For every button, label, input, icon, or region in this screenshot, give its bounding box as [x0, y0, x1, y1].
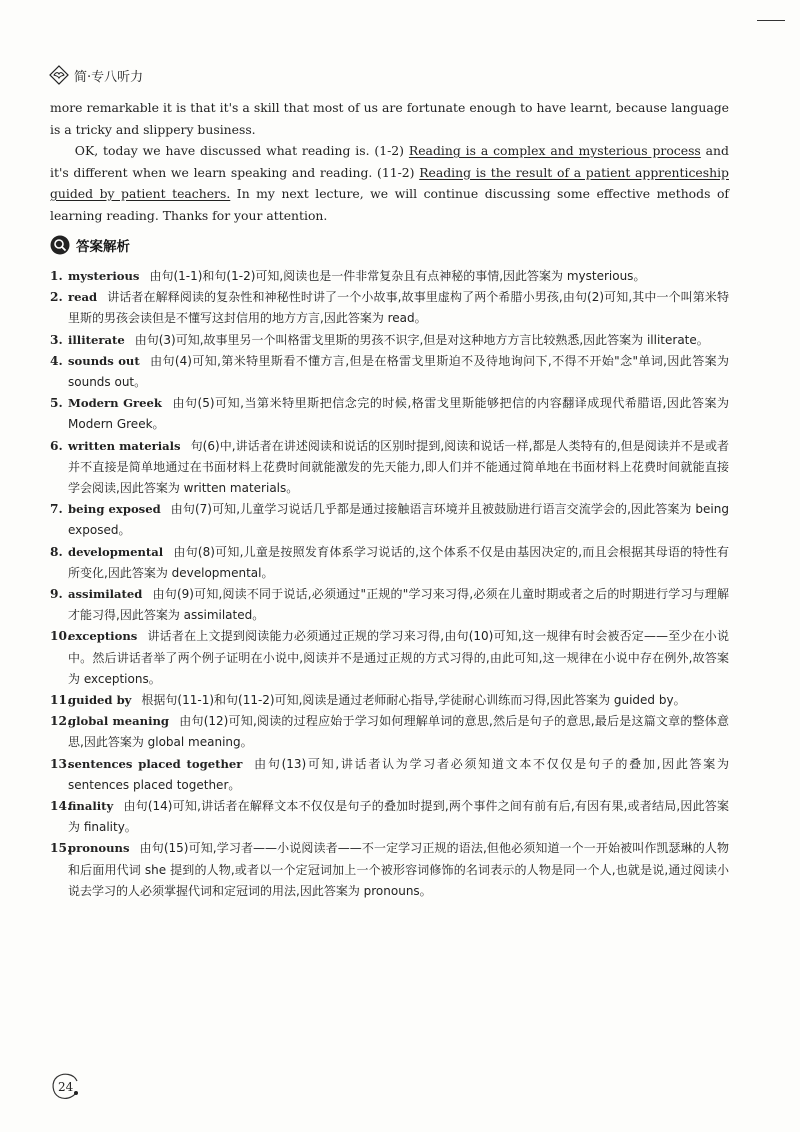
- answer-body: [68, 330, 729, 351]
- answer-item: [50, 754, 729, 796]
- page-number: [50, 1071, 80, 1101]
- answer-explanation: 根据句(11-1)和句(11-2)可知,阅读是通过老师耐心指导,学徒耐心训练而习得,因此答案为 guided by。: [141, 693, 686, 708]
- answer-key: global meaning: [68, 714, 170, 729]
- answer-explanation: 由句(15)可知,学习者——小说阅读者——不一定学习正规的语法,但他必须知道一个一开始被叫作凯瑟琳的人物和后面用代词 she 提到的人物,或者以一个定冠词加上一个被形容词修饰的名词表示的人物是同一个人,也就是说,通过阅读小说去学习的人必须掌握代词和定冠词的用法,因此答案为 pronouns。: [68, 841, 729, 898]
- answer-item: [50, 626, 729, 690]
- answer-body: [68, 351, 729, 393]
- passage: [50, 97, 729, 226]
- underlined-sentence: Reading is the result of a patient apprenticeship guided by patient teachers.: [50, 164, 729, 201]
- underlined-sentence: Reading is a complex and mysterious process: [408, 143, 701, 158]
- answer-item: [50, 436, 729, 500]
- answer-body: [68, 711, 729, 753]
- section-heading: [50, 234, 130, 256]
- answer-explanation: 讲话者在解释阅读的复杂性和神秘性时讲了一个小故事,故事里虚构了两个希腊小男孩,由句(2)可知,其中一个叫第米特里斯的男孩会读但是不懂写这封信用的地方方言,因此答案为 read。: [68, 290, 729, 326]
- header-title: 简·专八听力: [74, 69, 144, 85]
- answer-body: [68, 584, 729, 626]
- top-rule: [757, 20, 785, 21]
- answer-item: [50, 287, 729, 329]
- magnifier-icon: [50, 235, 70, 255]
- answer-number: 6.: [50, 438, 63, 453]
- answer-list: [50, 266, 729, 902]
- answer-number: 1.: [50, 269, 63, 283]
- page-number-text: 24: [58, 1080, 74, 1094]
- answer-number: 7.: [50, 502, 63, 517]
- passage-text: In my next lecture, we will continue discussing some effective methods of learning reading. Thanks for your attention.: [50, 186, 729, 223]
- answer-item: [50, 690, 729, 711]
- answer-key: Modern Greek: [68, 396, 162, 411]
- passage-paragraph-1: more remarkable it is that it's a skill that most of us are fortunate enough to have learnt, because language is a tricky and slippery business.: [50, 100, 729, 137]
- answer-key: finality: [68, 799, 114, 814]
- answer-number: 3.: [50, 332, 63, 347]
- answer-body: [68, 626, 729, 690]
- answer-item: [50, 542, 729, 584]
- answer-key: guided by: [68, 693, 132, 708]
- answer-body: [68, 796, 729, 838]
- answer-item: [50, 796, 729, 838]
- answer-key: exceptions: [68, 629, 138, 644]
- answer-body: [68, 838, 729, 902]
- answer-body: [68, 436, 729, 500]
- answer-explanation: 由句(1-1)和句(1-2)可知,阅读也是一件非常复杂且有点神秘的事情,因此答案为 mysterious。: [149, 269, 646, 283]
- answer-number: 12.: [50, 714, 72, 729]
- answer-number: 4.: [50, 353, 63, 368]
- answer-explanation: 由句(12)可知,阅读的过程应始于学习如何理解单词的意思,然后是句子的意思,最后是这篇文章的整体意思,因此答案为 global meaning。: [68, 714, 729, 750]
- answer-number: 5.: [50, 396, 63, 411]
- answer-body: [68, 287, 729, 329]
- passage-text: and it's different when we learn speaking and reading. (11-2): [50, 143, 729, 180]
- answer-key: pronouns: [68, 841, 130, 856]
- answer-body: [68, 393, 729, 435]
- answer-explanation: 由句(5)可知,当第米特里斯把信念完的时候,格雷戈里斯能够把信的内容翻译成现代希腊语,因此答案为 Modern Greek。: [68, 396, 729, 432]
- answer-item: [50, 711, 729, 753]
- answer-key: assimilated: [68, 587, 143, 602]
- answer-body: [68, 499, 729, 541]
- answer-number: 10.: [50, 629, 72, 644]
- page-number-badge-icon: [50, 1071, 80, 1101]
- answer-item: [50, 330, 729, 351]
- answer-key: read: [68, 290, 98, 305]
- answer-item: [50, 351, 729, 393]
- page-header: [48, 64, 143, 86]
- answer-number: 11.: [50, 693, 72, 708]
- answer-explanation: 由句(14)可知,讲话者在解释文本不仅仅是句子的叠加时提到,两个事件之间有前有后,有因有果,或者结局,因此答案为 finality。: [68, 799, 729, 835]
- answer-body: [68, 266, 729, 287]
- answer-body: [68, 542, 729, 584]
- answer-key: sounds out: [68, 353, 140, 368]
- book-logo-icon: [48, 64, 70, 86]
- answer-explanation: 由句(4)可知,第米特里斯看不懂方言,但是在格雷戈里斯迫不及待地询问下,不得不开始"念"单词,因此答案为 sounds out。: [68, 353, 729, 390]
- answer-explanation: 由句(3)可知,故事里另一个叫格雷戈里斯的男孩不识字,但是对这种地方方言比较熟悉,因此答案为 illiterate。: [134, 332, 709, 347]
- answer-key: sentences placed together: [68, 756, 243, 771]
- answer-item: [50, 393, 729, 435]
- answer-key: illiterate: [68, 332, 125, 347]
- answer-explanation: 句(6)中,讲话者在讲述阅读和说话的区别时提到,阅读和说话一样,都是人类特有的,但是阅读并不是或者并不直接是简单地通过在书面材料上花费时间就能激发的先天能力,即人们并不能通过简单地在书面材料上花费时间就能直接学会阅读,因此答案为 written materials。: [68, 438, 729, 496]
- answer-key: mysterious: [68, 269, 140, 283]
- answer-item: [50, 838, 729, 902]
- answer-body: [68, 754, 729, 796]
- answer-item: [50, 499, 729, 541]
- answer-explanation: 讲话者在上文提到阅读能力必须通过正规的学习来习得,由句(10)可知,这一规律有时会被否定——至少在小说中。然后讲话者举了两个例子证明在小说中,阅读并不是通过正规的方式习得的,由此可知,这一规律在小说中存在例外,故答案为 exceptions。: [68, 629, 730, 686]
- answer-explanation: 由句(7)可知,儿童学习说话几乎都是通过接触语言环境并且被鼓励进行语言交流学会的,因此答案为 being exposed。: [68, 502, 729, 538]
- answer-explanation: 由句(13)可知,讲话者认为学习者必须知道文本不仅仅是句子的叠加,因此答案为 sentences placed together。: [68, 756, 730, 792]
- passage-text: OK, today we have discussed what reading is. (1-2): [74, 143, 409, 158]
- section-title: 答案解析: [76, 239, 130, 255]
- answer-item: [50, 584, 729, 626]
- answer-key: being exposed: [68, 502, 161, 517]
- answer-body: [68, 690, 729, 711]
- answer-item: [50, 266, 729, 287]
- answer-explanation: 由句(9)可知,阅读不同于说话,必须通过"正规的"学习来习得,必须在儿童时期或者之后的时期进行学习与理解才能习得,因此答案为 assimilated。: [68, 587, 729, 623]
- answer-number: 8.: [50, 544, 63, 559]
- answer-number: 15.: [50, 841, 72, 856]
- answer-explanation: 由句(8)可知,儿童是按照发育体系学习说话的,这个体系不仅是由基因决定的,而且会根据其母语的特性有所变化,因此答案为 developmental。: [68, 544, 729, 580]
- answer-number: 13.: [50, 756, 72, 771]
- answer-key: developmental: [68, 544, 164, 559]
- answer-number: 9.: [50, 587, 63, 602]
- answer-number: 14.: [50, 799, 72, 814]
- passage-paragraph-2: [50, 140, 729, 226]
- answer-number: 2.: [50, 290, 63, 305]
- answer-key: written materials: [68, 438, 181, 453]
